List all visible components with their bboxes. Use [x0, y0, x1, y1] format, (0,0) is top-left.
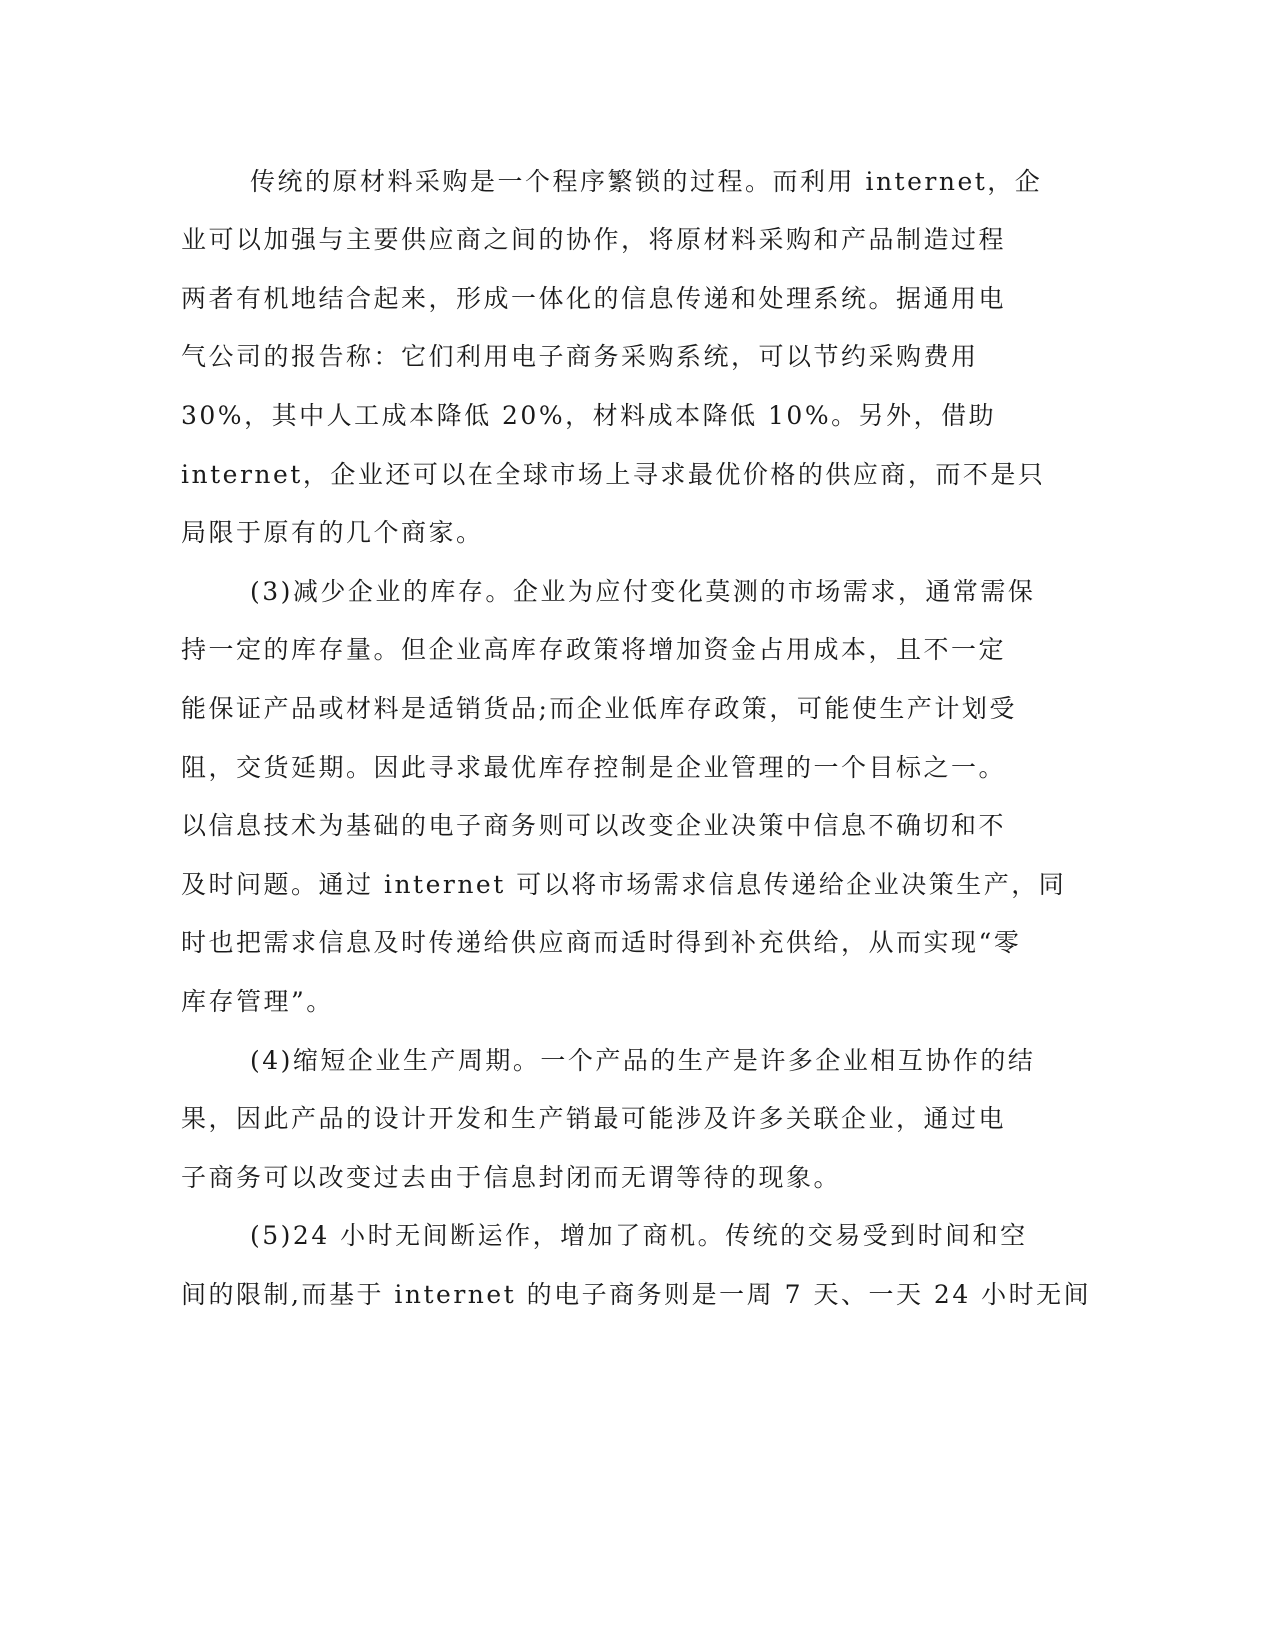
paragraph-line: 持一定的库存量。但企业高库存政策将增加资金占用成本，且不一定 — [181, 635, 1007, 664]
paragraph-line: (3)减少企业的库存。企业为应付变化莫测的市场需求，通常需保 — [250, 577, 1036, 606]
paragraph-line: 30%，其中人工成本降低 20%，材料成本降低 10%。另外，借助 — [181, 401, 997, 430]
paragraph-line: 库存管理”。 — [181, 987, 334, 1016]
paragraph-line: 以信息技术为基础的电子商务则可以改变企业决策中信息不确切和不 — [181, 811, 1007, 840]
paragraph-line: 传统的原材料采购是一个程序繁锁的过程。而利用 internet，企 — [250, 167, 1043, 196]
paragraph-line: 两者有机地结合起来，形成一体化的信息传递和处理系统。据通用电 — [181, 284, 1007, 313]
paragraph-line: internet，企业还可以在全球市场上寻求最优价格的供应商，而不是只 — [181, 460, 1046, 489]
paragraph-line: 阻，交货延期。因此寻求最优库存控制是企业管理的一个目标之一。 — [181, 753, 1007, 782]
paragraph-line: 局限于原有的几个商家。 — [181, 518, 484, 547]
paragraph-line: 时也把需求信息及时传递给供应商而适时得到补充供给，从而实现“零 — [181, 928, 1022, 957]
paragraph-line: 及时问题。通过 internet 可以将市场需求信息传递给企业决策生产，同 — [181, 870, 1067, 899]
paragraph-line: 果，因此产品的设计开发和生产销最可能涉及许多关联企业，通过电 — [181, 1104, 1007, 1133]
paragraph-line: 气公司的报告称：它们利用电子商务采购系统，可以节约采购费用 — [181, 342, 979, 371]
paragraph-line: (4)缩短企业生产周期。一个产品的生产是许多企业相互协作的结 — [250, 1046, 1036, 1075]
paragraph-line: (5)24 小时无间断运作，增加了商机。传统的交易受到时间和空 — [250, 1221, 1028, 1250]
paragraph-line: 能保证产品或材料是适销货品;而企业低库存政策，可能使生产计划受 — [181, 694, 1017, 723]
paragraph-line: 间的限制,而基于 internet 的电子商务则是一周 7 天、一天 24 小时无间 — [181, 1280, 1092, 1309]
paragraph-line: 子商务可以改变过去由于信息封闭而无谓等待的现象。 — [181, 1163, 842, 1192]
paragraph-line: 业可以加强与主要供应商之间的协作，将原材料采购和产品制造过程 — [181, 225, 1007, 254]
